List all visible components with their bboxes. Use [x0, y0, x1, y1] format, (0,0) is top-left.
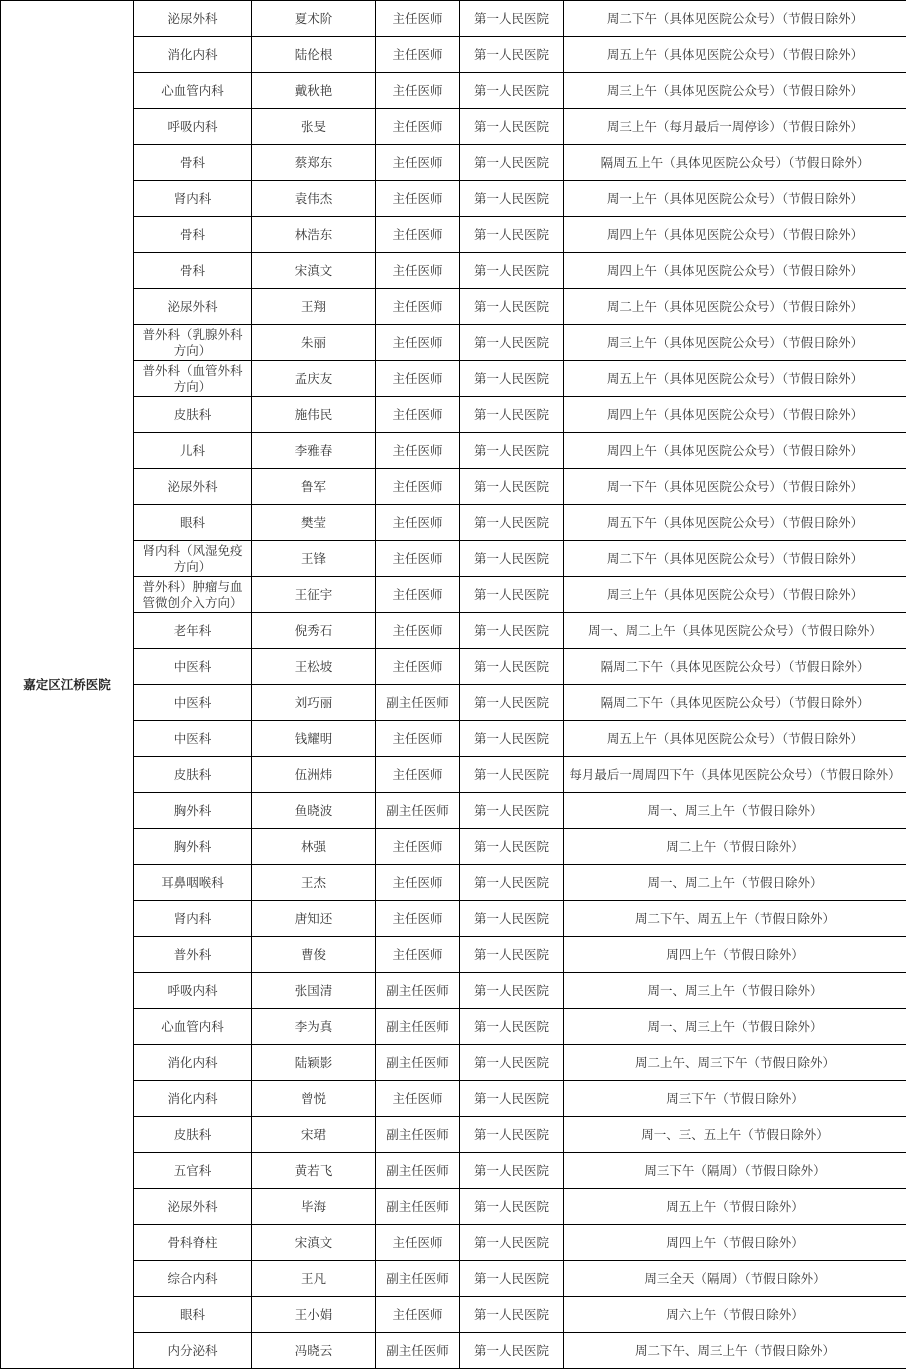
doctor-name-cell: 袁伟杰	[252, 181, 376, 217]
department-cell: 骨科脊柱	[134, 1225, 252, 1261]
doctor-name-cell: 夏术阶	[252, 1, 376, 37]
doctor-name-cell: 王杰	[252, 865, 376, 901]
table-row	[1, 37, 906, 73]
department-cell: 肾内科（风湿免疫方向）	[134, 541, 252, 577]
source-hospital-cell: 第一人民医院	[460, 901, 564, 937]
doctor-title-cell: 主任医师	[376, 505, 460, 541]
department-cell: 老年科	[134, 613, 252, 649]
department-cell: 骨科	[134, 253, 252, 289]
schedule-body	[1, 1, 906, 1369]
table-row	[1, 325, 906, 361]
doctor-title-cell: 副主任医师	[376, 1009, 460, 1045]
table-row	[1, 1333, 906, 1369]
source-hospital-cell: 第一人民医院	[460, 145, 564, 181]
doctor-title-cell: 主任医师	[376, 73, 460, 109]
department-cell: 骨科	[134, 217, 252, 253]
table-row	[1, 757, 906, 793]
department-cell: 泌尿外科	[134, 1, 252, 37]
doctor-title-cell: 主任医师	[376, 1297, 460, 1333]
source-hospital-cell: 第一人民医院	[460, 865, 564, 901]
doctor-title-cell: 主任医师	[376, 217, 460, 253]
clinic-time-cell: 周一、周三上午（节假日除外）	[564, 973, 906, 1009]
table-row	[1, 1, 906, 37]
doctor-title-cell: 主任医师	[376, 397, 460, 433]
table-row	[1, 433, 906, 469]
doctor-title-cell: 主任医师	[376, 109, 460, 145]
source-hospital-cell: 第一人民医院	[460, 1045, 564, 1081]
doctor-name-cell: 冯晓云	[252, 1333, 376, 1369]
table-row	[1, 937, 906, 973]
table-row	[1, 1189, 906, 1225]
clinic-time-cell: 周一、周二上午（节假日除外）	[564, 865, 906, 901]
doctor-title-cell: 副主任医师	[376, 1117, 460, 1153]
source-hospital-cell: 第一人民医院	[460, 289, 564, 325]
table-row	[1, 361, 906, 397]
department-cell: 呼吸内科	[134, 973, 252, 1009]
doctor-title-cell: 主任医师	[376, 145, 460, 181]
doctor-name-cell: 林浩东	[252, 217, 376, 253]
doctor-name-cell: 王锋	[252, 541, 376, 577]
doctor-title-cell: 主任医师	[376, 829, 460, 865]
source-hospital-cell: 第一人民医院	[460, 217, 564, 253]
table-row	[1, 1261, 906, 1297]
department-cell: 消化内科	[134, 1045, 252, 1081]
clinic-time-cell: 周四上午（具体见医院公众号）（节假日除外）	[564, 433, 906, 469]
table-row	[1, 289, 906, 325]
source-hospital-cell: 第一人民医院	[460, 541, 564, 577]
doctor-title-cell: 副主任医师	[376, 1189, 460, 1225]
clinic-time-cell: 隔周二下午（具体见医院公众号）（节假日除外）	[564, 649, 906, 685]
table-row	[1, 649, 906, 685]
doctor-title-cell: 主任医师	[376, 901, 460, 937]
department-cell: 普外科	[134, 937, 252, 973]
table-row	[1, 973, 906, 1009]
clinic-time-cell: 周二下午、周五上午（节假日除外）	[564, 901, 906, 937]
department-cell: 皮肤科	[134, 397, 252, 433]
doctor-name-cell: 李雅春	[252, 433, 376, 469]
clinic-time-cell: 周五上午（具体见医院公众号）（节假日除外）	[564, 37, 906, 73]
table-row	[1, 397, 906, 433]
doctor-name-cell: 钱耀明	[252, 721, 376, 757]
source-hospital-cell: 第一人民医院	[460, 109, 564, 145]
department-cell: 普外科）肿瘤与血管微创介入方向）	[134, 577, 252, 613]
doctor-name-cell: 王凡	[252, 1261, 376, 1297]
source-hospital-cell: 第一人民医院	[460, 937, 564, 973]
clinic-time-cell: 周三下午（隔周）（节假日除外）	[564, 1153, 906, 1189]
doctor-title-cell: 主任医师	[376, 721, 460, 757]
source-hospital-cell: 第一人民医院	[460, 577, 564, 613]
table-row	[1, 1045, 906, 1081]
department-cell: 肾内科	[134, 181, 252, 217]
source-hospital-cell: 第一人民医院	[460, 433, 564, 469]
department-cell: 胸外科	[134, 793, 252, 829]
department-cell: 消化内科	[134, 1081, 252, 1117]
table-row	[1, 73, 906, 109]
doctor-name-cell: 戴秋艳	[252, 73, 376, 109]
doctor-name-cell: 王征宇	[252, 577, 376, 613]
clinic-time-cell: 周二下午（具体见医院公众号）（节假日除外）	[564, 541, 906, 577]
doctor-name-cell: 鲁军	[252, 469, 376, 505]
clinic-time-cell: 隔周五上午（具体见医院公众号）（节假日除外）	[564, 145, 906, 181]
table-row	[1, 253, 906, 289]
doctor-title-cell: 主任医师	[376, 289, 460, 325]
source-hospital-cell: 第一人民医院	[460, 1261, 564, 1297]
doctor-name-cell: 曾悦	[252, 1081, 376, 1117]
doctor-name-cell: 宋滇文	[252, 253, 376, 289]
clinic-time-cell: 周六上午（节假日除外）	[564, 1297, 906, 1333]
department-cell: 呼吸内科	[134, 109, 252, 145]
doctor-title-cell: 主任医师	[376, 325, 460, 361]
table-row	[1, 181, 906, 217]
department-cell: 普外科（乳腺外科方向）	[134, 325, 252, 361]
source-hospital-cell: 第一人民医院	[460, 1117, 564, 1153]
source-hospital-cell: 第一人民医院	[460, 1153, 564, 1189]
doctor-name-cell: 刘巧丽	[252, 685, 376, 721]
clinic-time-cell: 周一、周二上午（具体见医院公众号）（节假日除外）	[564, 613, 906, 649]
source-hospital-cell: 第一人民医院	[460, 1009, 564, 1045]
department-cell: 泌尿外科	[134, 1189, 252, 1225]
doctor-name-cell: 施伟民	[252, 397, 376, 433]
hospital-name-cell: 嘉定区江桥医院	[1, 1, 134, 1369]
clinic-time-cell: 周三上午（具体见医院公众号）（节假日除外）	[564, 73, 906, 109]
clinic-time-cell: 周二下午（具体见医院公众号）（节假日除外）	[564, 1, 906, 37]
doctor-name-cell: 倪秀石	[252, 613, 376, 649]
source-hospital-cell: 第一人民医院	[460, 1297, 564, 1333]
source-hospital-cell: 第一人民医院	[460, 1225, 564, 1261]
table-row	[1, 721, 906, 757]
doctor-title-cell: 主任医师	[376, 577, 460, 613]
table-row	[1, 577, 906, 613]
department-cell: 泌尿外科	[134, 289, 252, 325]
clinic-time-cell: 周一下午（具体见医院公众号）（节假日除外）	[564, 469, 906, 505]
doctor-title-cell: 主任医师	[376, 757, 460, 793]
clinic-time-cell: 周三全天（隔周）（节假日除外）	[564, 1261, 906, 1297]
clinic-time-cell: 周二上午（具体见医院公众号）（节假日除外）	[564, 289, 906, 325]
clinic-time-cell: 周三下午（节假日除外）	[564, 1081, 906, 1117]
clinic-time-cell: 每月最后一周周四下午（具体见医院公众号）（节假日除外）	[564, 757, 906, 793]
table-row	[1, 1081, 906, 1117]
doctor-title-cell: 副主任医师	[376, 1045, 460, 1081]
clinic-time-cell: 周一、周三上午（节假日除外）	[564, 1009, 906, 1045]
source-hospital-cell: 第一人民医院	[460, 397, 564, 433]
department-cell: 眼科	[134, 1297, 252, 1333]
table-row	[1, 613, 906, 649]
source-hospital-cell: 第一人民医院	[460, 1, 564, 37]
doctor-title-cell: 主任医师	[376, 181, 460, 217]
doctor-name-cell: 曹俊	[252, 937, 376, 973]
clinic-time-cell: 周一上午（具体见医院公众号）（节假日除外）	[564, 181, 906, 217]
clinic-time-cell: 周四上午（节假日除外）	[564, 1225, 906, 1261]
clinic-time-cell: 周四上午（具体见医院公众号）（节假日除外）	[564, 253, 906, 289]
department-cell: 儿科	[134, 433, 252, 469]
table-row	[1, 793, 906, 829]
department-cell: 皮肤科	[134, 1117, 252, 1153]
clinic-time-cell: 周一、周三上午（节假日除外）	[564, 793, 906, 829]
doctor-title-cell: 主任医师	[376, 433, 460, 469]
doctor-name-cell: 黄若飞	[252, 1153, 376, 1189]
doctor-name-cell: 王松坡	[252, 649, 376, 685]
table-row	[1, 901, 906, 937]
clinic-time-cell: 周四上午（具体见医院公众号）（节假日除外）	[564, 217, 906, 253]
table-row	[1, 469, 906, 505]
doctor-title-cell: 主任医师	[376, 865, 460, 901]
doctor-title-cell: 副主任医师	[376, 793, 460, 829]
doctor-title-cell: 主任医师	[376, 613, 460, 649]
doctor-name-cell: 朱丽	[252, 325, 376, 361]
department-cell: 中医科	[134, 721, 252, 757]
clinic-time-cell: 周五上午（节假日除外）	[564, 1189, 906, 1225]
doctor-title-cell: 主任医师	[376, 541, 460, 577]
table-row	[1, 505, 906, 541]
department-cell: 综合内科	[134, 1261, 252, 1297]
doctor-name-cell: 王翔	[252, 289, 376, 325]
clinic-time-cell: 周五上午（具体见医院公众号）（节假日除外）	[564, 721, 906, 757]
clinic-time-cell: 周五上午（具体见医院公众号）（节假日除外）	[564, 361, 906, 397]
doctor-name-cell: 伍洲炜	[252, 757, 376, 793]
department-cell: 五官科	[134, 1153, 252, 1189]
clinic-time-cell: 周一、三、五上午（节假日除外）	[564, 1117, 906, 1153]
doctor-title-cell: 副主任医师	[376, 1153, 460, 1189]
table-row	[1, 109, 906, 145]
department-cell: 骨科	[134, 145, 252, 181]
source-hospital-cell: 第一人民医院	[460, 73, 564, 109]
table-row	[1, 685, 906, 721]
table-row	[1, 1009, 906, 1045]
source-hospital-cell: 第一人民医院	[460, 325, 564, 361]
doctor-title-cell: 副主任医师	[376, 1261, 460, 1297]
department-cell: 心血管内科	[134, 73, 252, 109]
source-hospital-cell: 第一人民医院	[460, 37, 564, 73]
doctor-title-cell: 副主任医师	[376, 973, 460, 1009]
doctor-title-cell: 主任医师	[376, 937, 460, 973]
department-cell: 心血管内科	[134, 1009, 252, 1045]
department-cell: 内分泌科	[134, 1333, 252, 1369]
table-row	[1, 1117, 906, 1153]
table-row	[1, 1153, 906, 1189]
source-hospital-cell: 第一人民医院	[460, 505, 564, 541]
source-hospital-cell: 第一人民医院	[460, 793, 564, 829]
doctor-name-cell: 樊莹	[252, 505, 376, 541]
source-hospital-cell: 第一人民医院	[460, 613, 564, 649]
clinic-time-cell: 周三上午（具体见医院公众号）（节假日除外）	[564, 325, 906, 361]
table-row	[1, 217, 906, 253]
department-cell: 眼科	[134, 505, 252, 541]
doctor-name-cell: 唐知还	[252, 901, 376, 937]
doctor-name-cell: 陆伦根	[252, 37, 376, 73]
doctor-name-cell: 林强	[252, 829, 376, 865]
clinic-time-cell: 周二上午（节假日除外）	[564, 829, 906, 865]
source-hospital-cell: 第一人民医院	[460, 757, 564, 793]
clinic-time-cell: 隔周二下午（具体见医院公众号）（节假日除外）	[564, 685, 906, 721]
doctor-title-cell: 主任医师	[376, 361, 460, 397]
doctor-title-cell: 主任医师	[376, 253, 460, 289]
doctor-name-cell: 陆颖影	[252, 1045, 376, 1081]
doctor-name-cell: 宋滇文	[252, 1225, 376, 1261]
department-cell: 中医科	[134, 649, 252, 685]
clinic-time-cell: 周四上午（具体见医院公众号）（节假日除外）	[564, 397, 906, 433]
clinic-time-cell: 周四上午（节假日除外）	[564, 937, 906, 973]
doctor-title-cell: 主任医师	[376, 37, 460, 73]
doctor-title-cell: 主任医师	[376, 1, 460, 37]
table-row	[1, 1297, 906, 1333]
doctor-name-cell: 王小娟	[252, 1297, 376, 1333]
clinic-time-cell: 周三上午（每月最后一周停诊）（节假日除外）	[564, 109, 906, 145]
doctor-name-cell: 张国清	[252, 973, 376, 1009]
source-hospital-cell: 第一人民医院	[460, 1081, 564, 1117]
source-hospital-cell: 第一人民医院	[460, 649, 564, 685]
source-hospital-cell: 第一人民医院	[460, 721, 564, 757]
department-cell: 胸外科	[134, 829, 252, 865]
doctor-name-cell: 张旻	[252, 109, 376, 145]
department-cell: 皮肤科	[134, 757, 252, 793]
doctor-name-cell: 鱼晓波	[252, 793, 376, 829]
source-hospital-cell: 第一人民医院	[460, 1189, 564, 1225]
department-cell: 普外科（血管外科方向）	[134, 361, 252, 397]
department-cell: 消化内科	[134, 37, 252, 73]
department-cell: 泌尿外科	[134, 469, 252, 505]
clinic-time-cell: 周五下午（具体见医院公众号）（节假日除外）	[564, 505, 906, 541]
doctor-name-cell: 毕海	[252, 1189, 376, 1225]
table-row	[1, 541, 906, 577]
source-hospital-cell: 第一人民医院	[460, 469, 564, 505]
clinic-time-cell: 周二上午、周三下午（节假日除外）	[564, 1045, 906, 1081]
doctor-title-cell: 主任医师	[376, 469, 460, 505]
source-hospital-cell: 第一人民医院	[460, 181, 564, 217]
table-row	[1, 145, 906, 181]
doctor-name-cell: 蔡郑东	[252, 145, 376, 181]
doctor-title-cell: 主任医师	[376, 1225, 460, 1261]
doctor-title-cell: 主任医师	[376, 649, 460, 685]
source-hospital-cell: 第一人民医院	[460, 685, 564, 721]
table-row	[1, 829, 906, 865]
source-hospital-cell: 第一人民医院	[460, 973, 564, 1009]
doctor-name-cell: 李为真	[252, 1009, 376, 1045]
clinic-time-cell: 周三上午（具体见医院公众号）（节假日除外）	[564, 577, 906, 613]
doctor-title-cell: 副主任医师	[376, 1333, 460, 1369]
source-hospital-cell: 第一人民医院	[460, 361, 564, 397]
department-cell: 中医科	[134, 685, 252, 721]
doctor-name-cell: 宋珺	[252, 1117, 376, 1153]
table-row	[1, 865, 906, 901]
doctor-name-cell: 孟庆友	[252, 361, 376, 397]
source-hospital-cell: 第一人民医院	[460, 829, 564, 865]
table-row	[1, 1225, 906, 1261]
department-cell: 肾内科	[134, 901, 252, 937]
department-cell: 耳鼻咽喉科	[134, 865, 252, 901]
clinic-time-cell: 周二下午、周三上午（节假日除外）	[564, 1333, 906, 1369]
doctor-title-cell: 副主任医师	[376, 685, 460, 721]
source-hospital-cell: 第一人民医院	[460, 253, 564, 289]
source-hospital-cell: 第一人民医院	[460, 1333, 564, 1369]
doctor-title-cell: 主任医师	[376, 1081, 460, 1117]
